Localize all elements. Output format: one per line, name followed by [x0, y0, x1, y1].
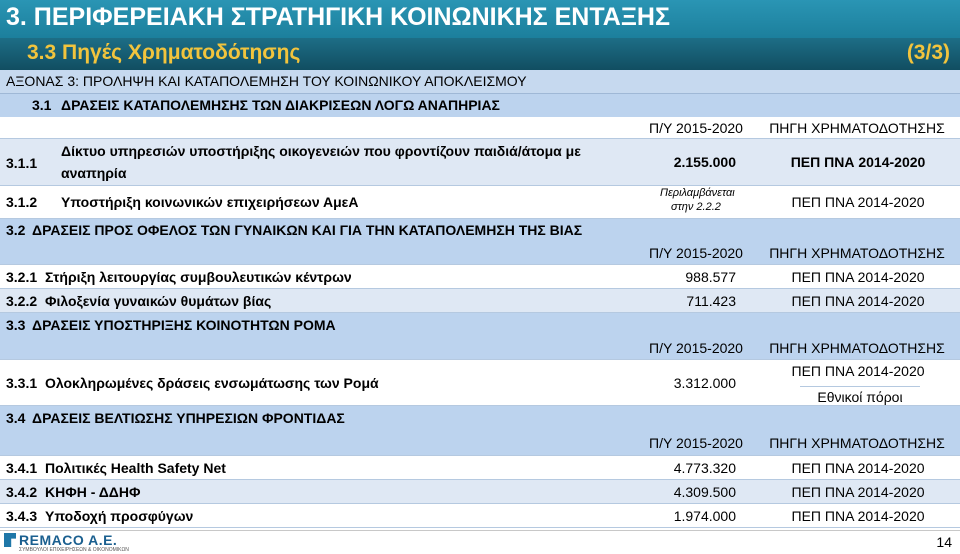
item-source: ΠΕΠ ΠΝΑ 2014-2020: [791, 269, 925, 285]
budget-column-header: Π/Υ 2015-2020: [649, 435, 743, 451]
section-number: 3.4: [6, 410, 26, 426]
item-description: Φιλοξενία γυναικών θυμάτων βίας: [45, 293, 272, 309]
footer-divider: [0, 530, 960, 531]
page-number: 14: [936, 534, 952, 550]
item-amount: 1.974.000: [673, 508, 736, 524]
table-row: [0, 480, 960, 504]
section-row: [0, 219, 960, 242]
item-amount: 711.423: [686, 293, 736, 309]
item-amount: 4.309.500: [673, 484, 736, 500]
table-row: [0, 289, 960, 313]
budget-column-header: Π/Υ 2015-2020: [649, 120, 743, 136]
item-source: ΠΕΠ ΠΝΑ 2014-2020: [790, 154, 926, 170]
section-row: [0, 94, 960, 117]
logo-name: REMACO A.E.: [19, 532, 118, 548]
section-row: [0, 313, 960, 337]
section-title: ΔΡΑΣΕΙΣ ΠΡΟΣ ΟΦΕΛΟΣ ΤΩΝ ΓΥΝΑΙΚΩΝ ΚΑΙ ΓΙΑ ΤΗΝ ΚΑΤΑΠΟΛΕΜΗΣΗ ΤΗΣ ΒΙΑΣ: [32, 222, 583, 238]
item-number: 3.1.1: [6, 155, 38, 171]
source-column-header: ΠΗΓΗ ΧΡΗΜΑΤΟΔΟΤΗΣΗΣ: [769, 245, 945, 261]
column-header-row: [0, 117, 960, 139]
item-description: Στήριξη λειτουργίας συμβουλευτικών κέντρων: [45, 269, 352, 285]
column-header-row: [0, 242, 960, 265]
item-number: 3.2.1: [6, 269, 38, 285]
source-column-header: ΠΗΓΗ ΧΡΗΜΑΤΟΔΟΤΗΣΗΣ: [769, 435, 945, 451]
section-number: 3.2: [6, 222, 26, 238]
section-row: [0, 406, 960, 430]
budget-column-header: Π/Υ 2015-2020: [649, 340, 743, 356]
item-source-line2: Εθνικοί πόροι: [800, 386, 920, 405]
item-description-line2: αναπηρία: [61, 165, 127, 181]
item-number: 3.4.3: [6, 508, 38, 524]
section-title: ΔΡΑΣΕΙΣ ΒΕΛΤΙΩΣΗΣ ΥΠΗΡΕΣΙΩΝ ΦΡΟΝΤΙΔΑΣ: [32, 410, 345, 426]
item-amount: 2.155.000: [673, 154, 736, 170]
logo-tagline: ΣΥΜΒΟΥΛΟΙ ΕΠΙΧΕΙΡΗΣΕΩΝ & ΟΙΚΟΝΟΜΙΚΩΝ: [19, 547, 129, 553]
item-number: 3.2.2: [6, 293, 38, 309]
page-subtitle: 3.3 Πηγές Χρηματοδότησης: [27, 41, 301, 64]
item-description: Δίκτυο υπηρεσιών υποστήριξης οικογενειών που φροντίζουν παιδιά/άτομα με: [61, 143, 581, 159]
item-source: ΠΕΠ ΠΝΑ 2014-2020: [791, 484, 925, 500]
section-number: 3.3: [6, 317, 26, 333]
title-bar: [0, 0, 960, 38]
budget-column-header: Π/Υ 2015-2020: [649, 245, 743, 261]
table-row: [0, 139, 960, 186]
item-source: ΠΕΠ ΠΝΑ 2014-2020: [791, 293, 925, 309]
company-logo: [4, 532, 129, 553]
section-title: ΔΡΑΣΕΙΣ ΚΑΤΑΠΟΛΕΜΗΣΗΣ ΤΩΝ ΔΙΑΚΡΙΣΕΩΝ ΛΟΓΩ ΑΝΑΠΗΡΙΑΣ: [61, 97, 500, 113]
item-description: Υποδοχή προσφύγων: [45, 508, 194, 524]
item-amount: 988.577: [685, 269, 736, 285]
page-title: 3. ΠΕΡΙΦΕΡΕΙΑΚΗ ΣΤΡΑΤΗΓΙΚΗ ΚΟΙΝΩΝΙΚΗΣ ΕΝΤΑΞΗΣ: [6, 3, 670, 31]
item-description: ΚΗΦΗ - ΔΔΗΦ: [45, 484, 141, 500]
page-indicator: (3/3): [906, 41, 950, 64]
item-amount: 4.773.320: [673, 460, 736, 476]
item-amount-note-line2: στην 2.2.2: [671, 201, 721, 213]
column-header-row: [0, 337, 960, 360]
table-row: [0, 360, 960, 406]
item-description: Πολιτικές Health Safety Net: [45, 460, 226, 476]
item-amount: 3.312.000: [673, 375, 736, 391]
table-row: [0, 265, 960, 289]
item-number: 3.3.1: [6, 375, 38, 391]
item-source: ΠΕΠ ΠΝΑ 2014-2020: [791, 194, 925, 210]
item-number: 3.4.2: [6, 484, 38, 500]
item-source: ΠΕΠ ΠΝΑ 2014-2020: [791, 363, 925, 379]
source-column-header: ΠΗΓΗ ΧΡΗΜΑΤΟΔΟΤΗΣΗΣ: [769, 120, 945, 136]
item-source: ΠΕΠ ΠΝΑ 2014-2020: [791, 508, 925, 524]
column-header-row: [0, 430, 960, 456]
table-row: [0, 456, 960, 480]
item-number: 3.1.2: [6, 194, 38, 210]
table-row: [0, 504, 960, 528]
item-description: Ολοκληρωμένες δράσεις ενσωμάτωσης των Ρομά: [45, 375, 379, 391]
logo-mark-icon: [4, 533, 16, 547]
section-title: ΔΡΑΣΕΙΣ ΥΠΟΣΤΗΡΙΞΗΣ ΚΟΙΝΟΤΗΤΩΝ ΡΟΜΑ: [32, 317, 336, 333]
item-amount-note: Περιλαμβάνεται: [660, 187, 735, 199]
item-number: 3.4.1: [6, 460, 38, 476]
item-source: ΠΕΠ ΠΝΑ 2014-2020: [791, 460, 925, 476]
item-description: Υποστήριξη κοινωνικών επιχειρήσεων ΑμεΑ: [61, 194, 359, 210]
table-row: [0, 186, 960, 219]
subtitle-bar: [0, 38, 960, 70]
source-column-header: ΠΗΓΗ ΧΡΗΜΑΤΟΔΟΤΗΣΗΣ: [769, 340, 945, 356]
section-number: 3.1: [32, 97, 52, 113]
axis-heading: ΑΞΟΝΑΣ 3: ΠΡΟΛΗΨΗ ΚΑΙ ΚΑΤΑΠΟΛΕΜΗΣΗ ΤΟΥ ΚΟΙΝΩΝΙΚΟΥ ΑΠΟΚΛΕΙΣΜΟΥ: [6, 73, 527, 89]
axis-heading-row: [0, 70, 960, 94]
